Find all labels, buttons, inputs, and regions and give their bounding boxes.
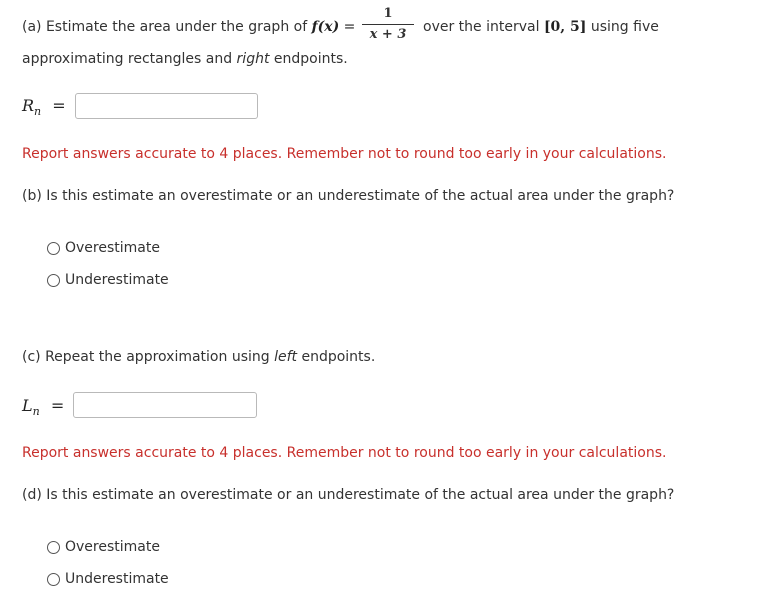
part-c-emphasis: left: [274, 349, 298, 365]
line2-after: endpoints.: [273, 51, 348, 67]
radio-label: Overestimate: [65, 240, 160, 256]
radio-overestimate-b[interactable]: [47, 240, 160, 256]
radio-button[interactable]: [47, 274, 60, 287]
function-name: f(x): [311, 19, 340, 35]
ln-label-sub: n: [32, 405, 40, 419]
precision-note-1: Report answers accurate to 4 places. Remember not to round too early in your calculations.: [22, 146, 667, 162]
part-a-question: [22, 19, 355, 35]
part-c-after: endpoints.: [301, 349, 376, 365]
line2-before: approximating rectangles and: [22, 51, 233, 67]
radio-underestimate-b[interactable]: [47, 272, 169, 288]
rn-label: [22, 96, 66, 118]
interval-suffix: using five: [590, 19, 659, 35]
interval-text: over the interval: [423, 19, 540, 35]
radio-button[interactable]: [47, 573, 60, 586]
ln-label-main: L: [22, 396, 33, 415]
rn-label-sub: n: [34, 105, 42, 119]
radio-underestimate-d[interactable]: [47, 571, 169, 587]
interval: [0, 5]: [543, 19, 587, 35]
radio-button[interactable]: [47, 242, 60, 255]
part-c-before: (c) Repeat the approximation using: [22, 349, 270, 365]
radio-label: Underestimate: [65, 571, 169, 587]
radio-button[interactable]: [47, 541, 60, 554]
part-d-question: (d) Is this estimate an overestimate or an underestimate of the actual area under the graph?: [22, 487, 675, 503]
equals-sign: =: [343, 19, 356, 35]
fraction-denominator: x + 3: [369, 27, 407, 42]
line2-emphasis: right: [236, 51, 270, 67]
fraction-bar: [362, 24, 414, 25]
radio-overestimate-d[interactable]: [47, 539, 160, 555]
precision-note-2: Report answers accurate to 4 places. Remember not to round too early in your calculations.: [22, 445, 667, 461]
part-a-line2: [22, 51, 348, 67]
rn-answer-input[interactable]: [75, 93, 258, 119]
ln-answer-input[interactable]: [73, 392, 257, 418]
part-c-question: [22, 349, 375, 365]
fraction: [362, 6, 414, 43]
ln-label: [22, 396, 64, 418]
ln-equals: =: [50, 396, 65, 415]
radio-label: Overestimate: [65, 539, 160, 555]
fraction-numerator: 1: [383, 6, 393, 21]
part-b-question: (b) Is this estimate an overestimate or an underestimate of the actual area under the graph?: [22, 188, 675, 204]
radio-label: Underestimate: [65, 272, 169, 288]
rn-equals: =: [52, 96, 66, 115]
part-a-suffix: [423, 19, 659, 35]
part-a-prefix: (a) Estimate the area under the graph of: [22, 19, 308, 35]
rn-label-main: R: [22, 96, 35, 115]
